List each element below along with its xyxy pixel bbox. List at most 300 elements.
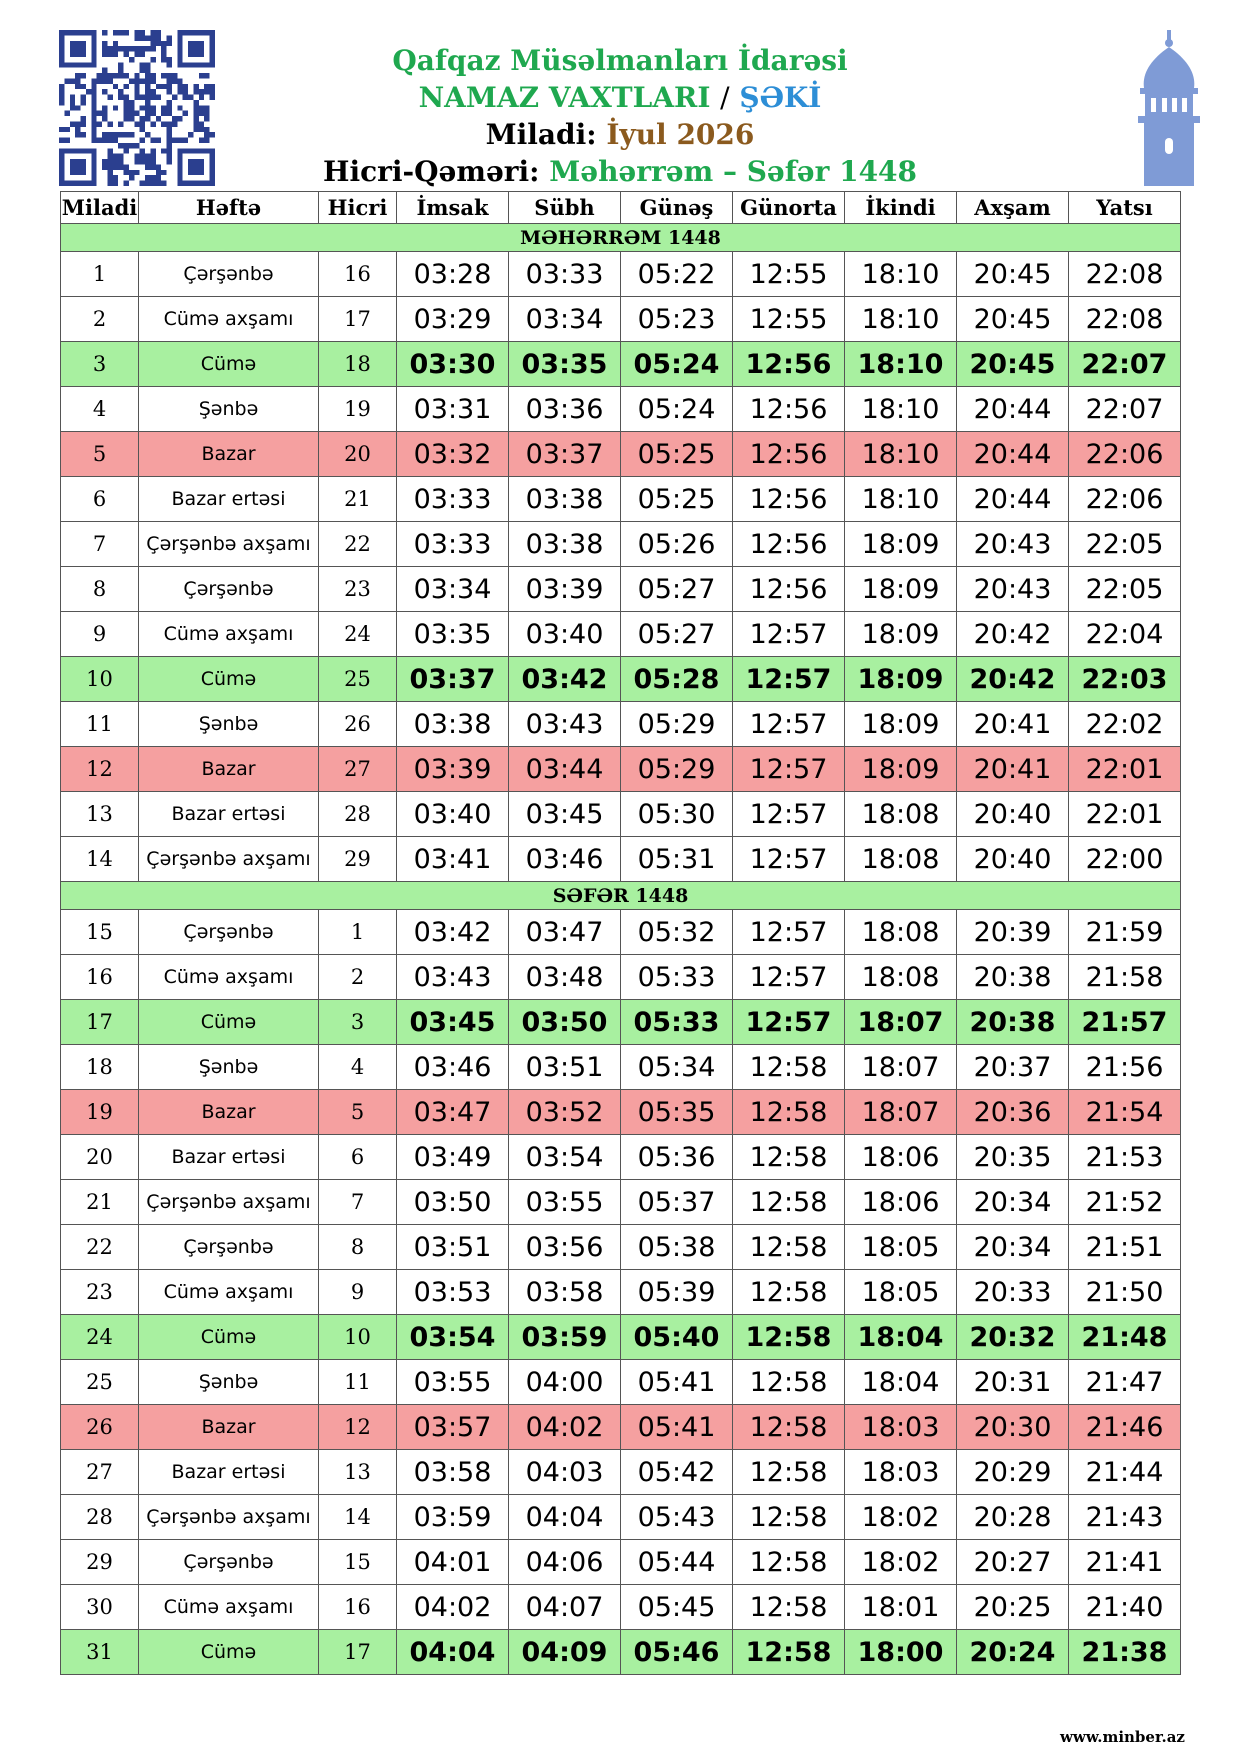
ikindi-time-cell: 18:04 xyxy=(845,1360,957,1405)
yatsi-time-cell: 22:07 xyxy=(1069,387,1181,432)
axsam-time-cell: 20:27 xyxy=(957,1540,1069,1585)
axsam-time-cell: 20:43 xyxy=(957,522,1069,567)
yatsi-time-cell: 22:04 xyxy=(1069,612,1181,657)
ikindi-time-cell: 18:09 xyxy=(845,612,957,657)
miladi-value: İyul 2026 xyxy=(606,118,755,151)
subh-time-cell: 03:50 xyxy=(509,1000,621,1045)
yatsi-time-cell: 22:00 xyxy=(1069,837,1181,882)
section-row xyxy=(61,224,1181,252)
hicri-day-cell: 19 xyxy=(319,387,397,432)
gunes-time-cell: 05:25 xyxy=(621,432,733,477)
imsak-time-cell: 03:51 xyxy=(397,1225,509,1270)
subh-time-cell: 03:56 xyxy=(509,1225,621,1270)
yatsi-time-cell: 21:46 xyxy=(1069,1405,1181,1450)
subh-time-cell: 04:03 xyxy=(509,1450,621,1495)
subh-time-cell: 03:47 xyxy=(509,910,621,955)
weekday-cell: Şənbə xyxy=(139,1045,319,1090)
table-row xyxy=(61,297,1181,342)
col-header-ikindi: İkindi xyxy=(845,192,957,224)
gunorta-time-cell: 12:57 xyxy=(733,792,845,837)
hicri-day-cell: 20 xyxy=(319,432,397,477)
footer-website: www.minber.az xyxy=(1060,1728,1185,1746)
hicri-day-cell: 17 xyxy=(319,1630,397,1675)
gunorta-time-cell: 12:58 xyxy=(733,1450,845,1495)
miladi-day-cell: 1 xyxy=(61,252,139,297)
hicri-day-cell: 11 xyxy=(319,1360,397,1405)
yatsi-time-cell: 22:03 xyxy=(1069,657,1181,702)
gunorta-time-cell: 12:58 xyxy=(733,1135,845,1180)
yatsi-time-cell: 22:06 xyxy=(1069,432,1181,477)
gunes-time-cell: 05:22 xyxy=(621,252,733,297)
weekday-cell: Şənbə xyxy=(139,1360,319,1405)
weekday-cell: Cümə axşamı xyxy=(139,1585,319,1630)
gunes-time-cell: 05:45 xyxy=(621,1585,733,1630)
weekday-cell: Cümə axşamı xyxy=(139,612,319,657)
ikindi-time-cell: 18:04 xyxy=(845,1315,957,1360)
col-header-yatsi: Yatsı xyxy=(1069,192,1181,224)
gunorta-time-cell: 12:58 xyxy=(733,1630,845,1675)
table-row xyxy=(61,1270,1181,1315)
axsam-time-cell: 20:31 xyxy=(957,1360,1069,1405)
gunorta-time-cell: 12:55 xyxy=(733,252,845,297)
miladi-day-cell: 27 xyxy=(61,1450,139,1495)
table-row xyxy=(61,1585,1181,1630)
yatsi-time-cell: 21:53 xyxy=(1069,1135,1181,1180)
gunes-time-cell: 05:39 xyxy=(621,1270,733,1315)
axsam-time-cell: 20:45 xyxy=(957,252,1069,297)
miladi-day-cell: 18 xyxy=(61,1045,139,1090)
weekday-cell: Çərşənbə xyxy=(139,252,319,297)
imsak-time-cell: 03:39 xyxy=(397,747,509,792)
gunes-time-cell: 05:41 xyxy=(621,1405,733,1450)
imsak-time-cell: 03:47 xyxy=(397,1090,509,1135)
hicri-day-cell: 16 xyxy=(319,252,397,297)
hicri-day-cell: 21 xyxy=(319,477,397,522)
gunes-time-cell: 05:31 xyxy=(621,837,733,882)
ikindi-time-cell: 18:10 xyxy=(845,342,957,387)
gunes-time-cell: 05:29 xyxy=(621,747,733,792)
imsak-time-cell: 04:04 xyxy=(397,1630,509,1675)
gunorta-time-cell: 12:58 xyxy=(733,1360,845,1405)
subh-time-cell: 03:45 xyxy=(509,792,621,837)
imsak-time-cell: 03:54 xyxy=(397,1315,509,1360)
gunes-time-cell: 05:24 xyxy=(621,342,733,387)
table-row xyxy=(61,792,1181,837)
hicri-day-cell: 23 xyxy=(319,567,397,612)
subh-time-cell: 04:02 xyxy=(509,1405,621,1450)
axsam-time-cell: 20:40 xyxy=(957,837,1069,882)
minaret-icon xyxy=(1136,30,1202,186)
table-row xyxy=(61,702,1181,747)
axsam-time-cell: 20:41 xyxy=(957,747,1069,792)
table-row xyxy=(61,910,1181,955)
gunes-time-cell: 05:34 xyxy=(621,1045,733,1090)
imsak-time-cell: 03:29 xyxy=(397,297,509,342)
subh-time-cell: 03:38 xyxy=(509,477,621,522)
gunorta-time-cell: 12:58 xyxy=(733,1315,845,1360)
imsak-time-cell: 03:45 xyxy=(397,1000,509,1045)
hicri-day-cell: 7 xyxy=(319,1180,397,1225)
axsam-time-cell: 20:35 xyxy=(957,1135,1069,1180)
hicri-day-cell: 1 xyxy=(319,910,397,955)
ikindi-time-cell: 18:10 xyxy=(845,297,957,342)
axsam-time-cell: 20:36 xyxy=(957,1090,1069,1135)
city-name: ŞƏKİ xyxy=(739,81,822,114)
gunorta-time-cell: 12:57 xyxy=(733,955,845,1000)
gunorta-time-cell: 12:56 xyxy=(733,342,845,387)
hicri-day-cell: 29 xyxy=(319,837,397,882)
yatsi-time-cell: 22:08 xyxy=(1069,252,1181,297)
ikindi-time-cell: 18:09 xyxy=(845,747,957,792)
hicri-day-cell: 3 xyxy=(319,1000,397,1045)
hicri-day-cell: 10 xyxy=(319,1315,397,1360)
miladi-day-cell: 23 xyxy=(61,1270,139,1315)
axsam-time-cell: 20:40 xyxy=(957,792,1069,837)
gunes-time-cell: 05:37 xyxy=(621,1180,733,1225)
gunorta-time-cell: 12:56 xyxy=(733,387,845,432)
prayer-times-table xyxy=(60,191,1181,1675)
ikindi-time-cell: 18:10 xyxy=(845,477,957,522)
yatsi-time-cell: 21:44 xyxy=(1069,1450,1181,1495)
table-row xyxy=(61,1315,1181,1360)
hicri-day-cell: 24 xyxy=(319,612,397,657)
hicri-day-cell: 9 xyxy=(319,1270,397,1315)
miladi-day-cell: 5 xyxy=(61,432,139,477)
yatsi-time-cell: 22:05 xyxy=(1069,567,1181,612)
hicri-day-cell: 28 xyxy=(319,792,397,837)
hicri-day-cell: 4 xyxy=(319,1045,397,1090)
table-row xyxy=(61,1405,1181,1450)
gunorta-time-cell: 12:56 xyxy=(733,567,845,612)
hicri-day-cell: 27 xyxy=(319,747,397,792)
ikindi-time-cell: 18:09 xyxy=(845,522,957,567)
gunes-time-cell: 05:46 xyxy=(621,1630,733,1675)
hicri-day-cell: 13 xyxy=(319,1450,397,1495)
weekday-cell: Cümə axşamı xyxy=(139,1270,319,1315)
title-main: NAMAZ VAXTLARI xyxy=(418,81,711,114)
miladi-day-cell: 20 xyxy=(61,1135,139,1180)
gunes-time-cell: 05:24 xyxy=(621,387,733,432)
weekday-cell: Bazar xyxy=(139,432,319,477)
gunes-time-cell: 05:36 xyxy=(621,1135,733,1180)
col-header-hefte: Həftə xyxy=(139,192,319,224)
miladi-day-cell: 24 xyxy=(61,1315,139,1360)
yatsi-time-cell: 22:06 xyxy=(1069,477,1181,522)
imsak-time-cell: 03:35 xyxy=(397,612,509,657)
ikindi-time-cell: 18:07 xyxy=(845,1000,957,1045)
subh-time-cell: 03:36 xyxy=(509,387,621,432)
yatsi-time-cell: 21:51 xyxy=(1069,1225,1181,1270)
yatsi-time-cell: 21:56 xyxy=(1069,1045,1181,1090)
gunes-time-cell: 05:33 xyxy=(621,1000,733,1045)
subh-time-cell: 04:07 xyxy=(509,1585,621,1630)
ikindi-time-cell: 18:07 xyxy=(845,1090,957,1135)
table-row xyxy=(61,1630,1181,1675)
imsak-time-cell: 03:33 xyxy=(397,477,509,522)
section-row xyxy=(61,882,1181,910)
col-header-subh: Sübh xyxy=(509,192,621,224)
ikindi-time-cell: 18:08 xyxy=(845,792,957,837)
miladi-day-cell: 2 xyxy=(61,297,139,342)
imsak-time-cell: 03:58 xyxy=(397,1450,509,1495)
gunes-time-cell: 05:42 xyxy=(621,1450,733,1495)
yatsi-time-cell: 22:01 xyxy=(1069,747,1181,792)
axsam-time-cell: 20:44 xyxy=(957,477,1069,522)
subh-time-cell: 04:04 xyxy=(509,1495,621,1540)
miladi-day-cell: 8 xyxy=(61,567,139,612)
weekday-cell: Cümə axşamı xyxy=(139,297,319,342)
miladi-day-cell: 25 xyxy=(61,1360,139,1405)
miladi-day-cell: 30 xyxy=(61,1585,139,1630)
hicri-day-cell: 5 xyxy=(319,1090,397,1135)
weekday-cell: Cümə xyxy=(139,1630,319,1675)
org-title: Qafqaz Müsəlmanları İdarəsi xyxy=(392,44,848,77)
page-header xyxy=(240,42,1000,190)
section-title: MƏHƏRRƏM 1448 xyxy=(61,224,1181,252)
imsak-time-cell: 03:38 xyxy=(397,702,509,747)
miladi-day-cell: 6 xyxy=(61,477,139,522)
yatsi-time-cell: 21:59 xyxy=(1069,910,1181,955)
miladi-day-cell: 16 xyxy=(61,955,139,1000)
axsam-time-cell: 20:33 xyxy=(957,1270,1069,1315)
hicri-day-cell: 17 xyxy=(319,297,397,342)
subh-time-cell: 03:54 xyxy=(509,1135,621,1180)
weekday-cell: Çərşənbə axşamı xyxy=(139,837,319,882)
miladi-day-cell: 11 xyxy=(61,702,139,747)
table-header-row xyxy=(61,192,1181,224)
ikindi-time-cell: 18:09 xyxy=(845,657,957,702)
ikindi-time-cell: 18:07 xyxy=(845,1045,957,1090)
axsam-time-cell: 20:30 xyxy=(957,1405,1069,1450)
axsam-time-cell: 20:28 xyxy=(957,1495,1069,1540)
gunorta-time-cell: 12:56 xyxy=(733,477,845,522)
ikindi-time-cell: 18:03 xyxy=(845,1450,957,1495)
ikindi-time-cell: 18:02 xyxy=(845,1540,957,1585)
hicri-line xyxy=(240,153,1000,190)
ikindi-time-cell: 18:03 xyxy=(845,1405,957,1450)
imsak-time-cell: 03:33 xyxy=(397,522,509,567)
col-header-gunes: Günəş xyxy=(621,192,733,224)
table-row xyxy=(61,342,1181,387)
miladi-day-cell: 3 xyxy=(61,342,139,387)
miladi-line xyxy=(240,116,1000,153)
axsam-time-cell: 20:38 xyxy=(957,955,1069,1000)
subh-time-cell: 03:37 xyxy=(509,432,621,477)
gunes-time-cell: 05:43 xyxy=(621,1495,733,1540)
gunes-time-cell: 05:27 xyxy=(621,612,733,657)
axsam-time-cell: 20:42 xyxy=(957,657,1069,702)
main-title xyxy=(240,79,1000,116)
imsak-time-cell: 04:02 xyxy=(397,1585,509,1630)
axsam-time-cell: 20:38 xyxy=(957,1000,1069,1045)
gunorta-time-cell: 12:57 xyxy=(733,910,845,955)
weekday-cell: Şənbə xyxy=(139,702,319,747)
ikindi-time-cell: 18:08 xyxy=(845,955,957,1000)
subh-time-cell: 03:39 xyxy=(509,567,621,612)
gunes-time-cell: 05:28 xyxy=(621,657,733,702)
miladi-day-cell: 7 xyxy=(61,522,139,567)
gunes-time-cell: 05:30 xyxy=(621,792,733,837)
miladi-day-cell: 17 xyxy=(61,1000,139,1045)
table-row xyxy=(61,1180,1181,1225)
hicri-day-cell: 12 xyxy=(319,1405,397,1450)
table-row xyxy=(61,1225,1181,1270)
gunes-time-cell: 05:29 xyxy=(621,702,733,747)
subh-time-cell: 03:43 xyxy=(509,702,621,747)
miladi-day-cell: 29 xyxy=(61,1540,139,1585)
col-header-imsak: İmsak xyxy=(397,192,509,224)
ikindi-time-cell: 18:01 xyxy=(845,1585,957,1630)
table-row xyxy=(61,1495,1181,1540)
ikindi-time-cell: 18:09 xyxy=(845,567,957,612)
axsam-time-cell: 20:32 xyxy=(957,1315,1069,1360)
yatsi-time-cell: 21:58 xyxy=(1069,955,1181,1000)
miladi-day-cell: 15 xyxy=(61,910,139,955)
table-row xyxy=(61,1360,1181,1405)
col-header-axsam: Axşam xyxy=(957,192,1069,224)
subh-time-cell: 04:06 xyxy=(509,1540,621,1585)
subh-time-cell: 03:58 xyxy=(509,1270,621,1315)
subh-time-cell: 04:09 xyxy=(509,1630,621,1675)
gunes-time-cell: 05:23 xyxy=(621,297,733,342)
imsak-time-cell: 03:57 xyxy=(397,1405,509,1450)
weekday-cell: Bazar xyxy=(139,1405,319,1450)
ikindi-time-cell: 18:10 xyxy=(845,387,957,432)
gunorta-time-cell: 12:58 xyxy=(733,1270,845,1315)
subh-time-cell: 03:40 xyxy=(509,612,621,657)
gunorta-time-cell: 12:57 xyxy=(733,702,845,747)
subh-time-cell: 03:42 xyxy=(509,657,621,702)
miladi-day-cell: 26 xyxy=(61,1405,139,1450)
imsak-time-cell: 03:50 xyxy=(397,1180,509,1225)
gunes-time-cell: 05:27 xyxy=(621,567,733,612)
gunorta-time-cell: 12:56 xyxy=(733,432,845,477)
imsak-time-cell: 03:55 xyxy=(397,1360,509,1405)
col-header-gunorta: Günorta xyxy=(733,192,845,224)
imsak-time-cell: 03:46 xyxy=(397,1045,509,1090)
gunorta-time-cell: 12:58 xyxy=(733,1540,845,1585)
subh-time-cell: 03:33 xyxy=(509,252,621,297)
gunes-time-cell: 05:44 xyxy=(621,1540,733,1585)
weekday-cell: Şənbə xyxy=(139,387,319,432)
imsak-time-cell: 03:32 xyxy=(397,432,509,477)
miladi-day-cell: 28 xyxy=(61,1495,139,1540)
table-row xyxy=(61,1135,1181,1180)
yatsi-time-cell: 21:57 xyxy=(1069,1000,1181,1045)
imsak-time-cell: 03:34 xyxy=(397,567,509,612)
imsak-time-cell: 03:43 xyxy=(397,955,509,1000)
gunes-time-cell: 05:33 xyxy=(621,955,733,1000)
ikindi-time-cell: 18:09 xyxy=(845,702,957,747)
miladi-label: Miladi: xyxy=(485,118,597,151)
hicri-day-cell: 15 xyxy=(319,1540,397,1585)
hicri-label: Hicri-Qəməri: xyxy=(322,155,540,188)
weekday-cell: Bazar ertəsi xyxy=(139,477,319,522)
weekday-cell: Cümə axşamı xyxy=(139,955,319,1000)
ikindi-time-cell: 18:05 xyxy=(845,1270,957,1315)
subh-time-cell: 04:00 xyxy=(509,1360,621,1405)
yatsi-time-cell: 22:08 xyxy=(1069,297,1181,342)
yatsi-time-cell: 22:01 xyxy=(1069,792,1181,837)
axsam-time-cell: 20:37 xyxy=(957,1045,1069,1090)
axsam-time-cell: 20:45 xyxy=(957,342,1069,387)
hicri-day-cell: 22 xyxy=(319,522,397,567)
yatsi-time-cell: 22:07 xyxy=(1069,342,1181,387)
hicri-value: Məhərrəm – Səfər 1448 xyxy=(549,155,918,188)
yatsi-time-cell: 22:05 xyxy=(1069,522,1181,567)
table-row xyxy=(61,1045,1181,1090)
subh-time-cell: 03:51 xyxy=(509,1045,621,1090)
axsam-time-cell: 20:44 xyxy=(957,387,1069,432)
ikindi-time-cell: 18:10 xyxy=(845,432,957,477)
subh-time-cell: 03:46 xyxy=(509,837,621,882)
weekday-cell: Çərşənbə axşamı xyxy=(139,522,319,567)
table-row xyxy=(61,387,1181,432)
table-row xyxy=(61,1540,1181,1585)
miladi-day-cell: 21 xyxy=(61,1180,139,1225)
gunorta-time-cell: 12:56 xyxy=(733,522,845,567)
imsak-time-cell: 03:41 xyxy=(397,837,509,882)
ikindi-time-cell: 18:06 xyxy=(845,1180,957,1225)
weekday-cell: Bazar ertəsi xyxy=(139,1135,319,1180)
subh-time-cell: 03:59 xyxy=(509,1315,621,1360)
gunorta-time-cell: 12:58 xyxy=(733,1225,845,1270)
table-row xyxy=(61,837,1181,882)
hicri-day-cell: 26 xyxy=(319,702,397,747)
weekday-cell: Bazar ertəsi xyxy=(139,1450,319,1495)
table-body xyxy=(61,224,1181,1675)
gunorta-time-cell: 12:58 xyxy=(733,1585,845,1630)
table-row xyxy=(61,567,1181,612)
axsam-time-cell: 20:25 xyxy=(957,1585,1069,1630)
gunorta-time-cell: 12:58 xyxy=(733,1495,845,1540)
weekday-cell: Çərşənbə xyxy=(139,1225,319,1270)
yatsi-time-cell: 21:38 xyxy=(1069,1630,1181,1675)
yatsi-time-cell: 21:54 xyxy=(1069,1090,1181,1135)
table-row xyxy=(61,747,1181,792)
gunorta-time-cell: 12:57 xyxy=(733,612,845,657)
gunes-time-cell: 05:35 xyxy=(621,1090,733,1135)
hicri-day-cell: 14 xyxy=(319,1495,397,1540)
hicri-day-cell: 18 xyxy=(319,342,397,387)
imsak-time-cell: 03:31 xyxy=(397,387,509,432)
gunorta-time-cell: 12:57 xyxy=(733,1000,845,1045)
yatsi-time-cell: 21:52 xyxy=(1069,1180,1181,1225)
gunes-time-cell: 05:41 xyxy=(621,1360,733,1405)
subh-time-cell: 03:44 xyxy=(509,747,621,792)
axsam-time-cell: 20:43 xyxy=(957,567,1069,612)
weekday-cell: Çərşənbə xyxy=(139,910,319,955)
table-row xyxy=(61,955,1181,1000)
axsam-time-cell: 20:24 xyxy=(957,1630,1069,1675)
axsam-time-cell: 20:41 xyxy=(957,702,1069,747)
table-row xyxy=(61,1000,1181,1045)
axsam-time-cell: 20:42 xyxy=(957,612,1069,657)
table-row xyxy=(61,657,1181,702)
axsam-time-cell: 20:45 xyxy=(957,297,1069,342)
miladi-day-cell: 13 xyxy=(61,792,139,837)
hicri-day-cell: 8 xyxy=(319,1225,397,1270)
table-row xyxy=(61,1450,1181,1495)
imsak-time-cell: 03:40 xyxy=(397,792,509,837)
gunorta-time-cell: 12:55 xyxy=(733,297,845,342)
imsak-time-cell: 03:28 xyxy=(397,252,509,297)
title-separator: / xyxy=(720,81,730,114)
gunorta-time-cell: 12:57 xyxy=(733,837,845,882)
section-title: SƏFƏR 1448 xyxy=(61,882,1181,910)
col-header-hicri: Hicri xyxy=(319,192,397,224)
qr-code-icon xyxy=(58,30,216,186)
